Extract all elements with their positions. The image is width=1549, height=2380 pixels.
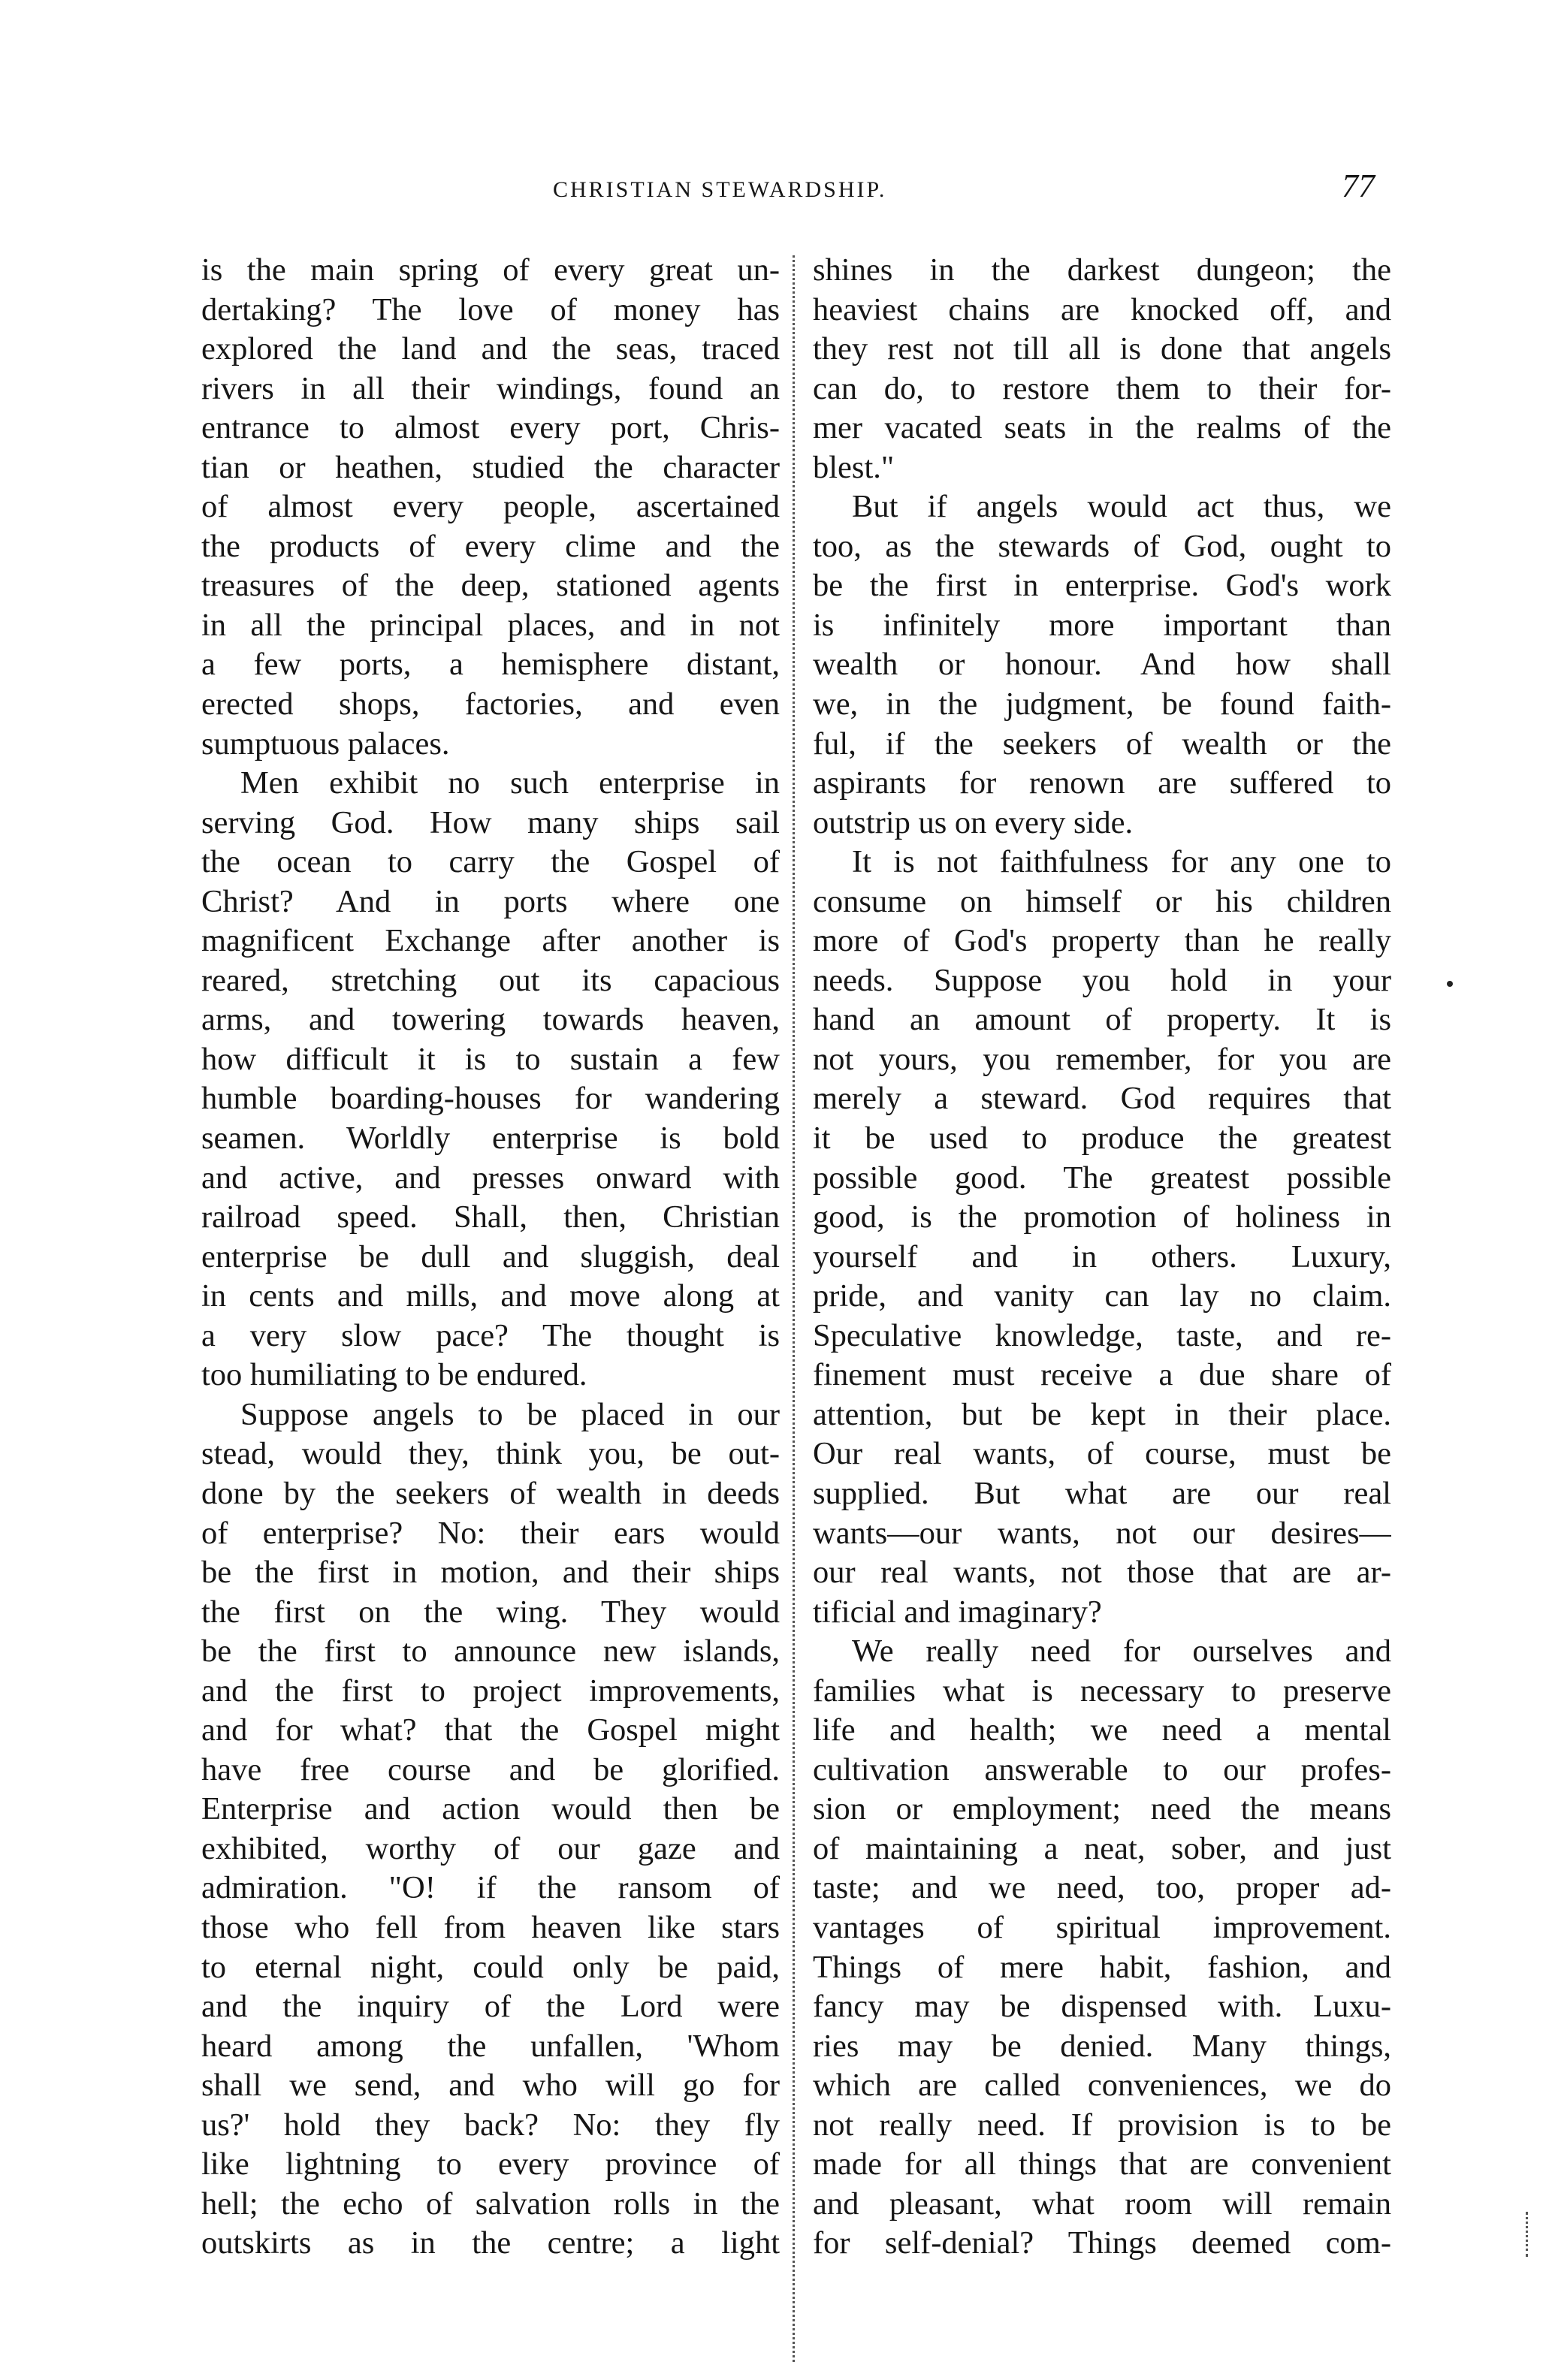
text-line: a very slow pace? The thought is (201, 1317, 780, 1353)
text-line: life and health; we need a mental (813, 1712, 1391, 1748)
text-line: But if angels would act thus, we (852, 489, 1391, 525)
text-line: made for all things that are convenient (813, 2146, 1391, 2182)
text-line: of almost every people, ascertained (201, 489, 780, 525)
text-line: the first on the wing. They would (201, 1594, 780, 1630)
text-line: the products of every clime and the (201, 528, 780, 564)
running-title: CHRISTIAN STEWARDSHIP. (553, 177, 887, 202)
text-line: yourself and in others. Luxury, (813, 1238, 1391, 1274)
text-line: Suppose angels to be placed in our (240, 1396, 780, 1432)
text-line: exhibited, worthy of our gaze and (201, 1830, 780, 1866)
text-line: families what is necessary to preserve (813, 1673, 1391, 1709)
text-line: for self-denial? Things deemed com- (813, 2225, 1391, 2261)
page-number: 77 (1342, 167, 1375, 204)
text-line: fancy may be dispensed with. Luxu- (813, 1989, 1391, 2025)
text-line: and pleasant, what room will remain (813, 2185, 1391, 2222)
text-line: supplied. But what are our real (813, 1475, 1391, 1511)
text-line: be the first in motion, and their ships (201, 1555, 780, 1591)
text-line: shines in the darkest dungeon; the (813, 252, 1391, 288)
text-line: Speculative knowledge, taste, and re- (813, 1317, 1391, 1353)
text-line: done by the seekers of wealth in deeds (201, 1475, 780, 1511)
text-line: attention, but be kept in their place. (813, 1396, 1391, 1432)
text-line: wealth or honour. And how shall (813, 647, 1391, 683)
text-line: consume on himself or his children (813, 883, 1391, 919)
text-line: be the first in enterprise. God's work (813, 568, 1391, 604)
text-line: explored the land and the seas, traced (201, 331, 780, 367)
text-line: sumptuous palaces. (201, 725, 450, 762)
text-line: needs. Suppose you hold in your (813, 962, 1391, 998)
right-text-column (813, 251, 1391, 2264)
text-line: like lightning to every province of (201, 2146, 780, 2182)
text-line: in all the principal places, and in not (201, 607, 780, 643)
text-line: not yours, you remember, for you are (813, 1041, 1391, 1077)
text-line: of maintaining a neat, sober, and just (813, 1830, 1391, 1866)
text-line: possible good. The greatest possible (813, 1160, 1391, 1196)
text-line: tian or heathen, studied the character (201, 449, 780, 485)
text-line: and for what? that the Gospel might (201, 1712, 780, 1748)
text-line: tificial and imaginary? (813, 1594, 1102, 1630)
text-line: seamen. Worldly enterprise is bold (201, 1121, 780, 1157)
text-line: of enterprise? No: their ears would (201, 1515, 780, 1551)
text-line: and the inquiry of the Lord were (201, 1989, 780, 2025)
text-line: vantages of spiritual improvement. (813, 1909, 1391, 1945)
text-line: cultivation answerable to our profes- (813, 1751, 1391, 1787)
text-line: merely a steward. God requires that (813, 1081, 1391, 1117)
text-line: they rest not till all is done that angels (813, 331, 1391, 367)
text-line: Men exhibit no such enterprise in (240, 765, 780, 801)
text-line: blest." (813, 449, 895, 485)
text-line: railroad speed. Shall, then, Christian (201, 1199, 780, 1235)
text-line: entrance to almost every port, Chris- (201, 410, 780, 446)
text-line: taste; and we need, too, proper ad- (813, 1870, 1391, 1906)
text-line: stead, would they, think you, be out- (201, 1436, 780, 1472)
text-line: Things of mere habit, fashion, and (813, 1949, 1391, 1985)
text-line: ful, if the seekers of wealth or the (813, 725, 1391, 762)
text-line: a few ports, a hemisphere distant, (201, 647, 780, 683)
text-line: and active, and presses onward with (201, 1160, 780, 1196)
text-line: dertaking? The love of money has (201, 291, 780, 327)
edge-mark (1526, 2212, 1528, 2257)
text-line: sion or employment; need the means (813, 1791, 1391, 1827)
text-line: treasures of the deep, stationed agents (201, 568, 780, 604)
text-line: Our real wants, of course, must be (813, 1436, 1391, 1472)
text-line: mer vacated seats in the realms of the (813, 410, 1391, 446)
text-line: ries may be denied. Many things, (813, 2028, 1391, 2064)
text-line: how difficult it is to sustain a few (201, 1041, 780, 1077)
text-line: aspirants for renown are suffered to (813, 765, 1391, 801)
text-line: more of God's property than he really (813, 923, 1391, 959)
text-line: outstrip us on every side. (813, 804, 1134, 840)
text-line: too humiliating to be endured. (201, 1357, 587, 1393)
text-line: is the main spring of every great un- (201, 252, 780, 288)
text-line: admiration. "O! if the ransom of (201, 1870, 780, 1906)
text-line: heaviest chains are knocked off, and (813, 291, 1391, 327)
text-line: shall we send, and who will go for (201, 2068, 780, 2104)
text-line: magnificent Exchange after another is (201, 923, 780, 959)
text-line: It is not faithfulness for any one to (852, 844, 1391, 880)
text-line: we, in the judgment, be found faith- (813, 686, 1391, 722)
text-line: erected shops, factories, and even (201, 686, 780, 722)
left-text-column (201, 251, 780, 2264)
running-head (0, 167, 1549, 212)
text-line: in cents and mills, and move along at (201, 1278, 780, 1314)
column-divider (793, 255, 795, 2362)
text-line: serving God. How many ships sail (201, 804, 780, 840)
text-line: hand an amount of property. It is (813, 1002, 1391, 1038)
margin-speck (1447, 981, 1453, 987)
text-line: wants—our wants, not our desires— (813, 1515, 1391, 1551)
text-line: the ocean to carry the Gospel of (201, 844, 780, 880)
text-line: outskirts as in the centre; a light (201, 2225, 780, 2261)
text-line: it be used to produce the greatest (813, 1121, 1391, 1157)
text-line: is infinitely more important than (813, 607, 1391, 643)
text-line: our real wants, not those that are ar- (813, 1555, 1391, 1591)
text-line: which are called conveniences, we do (813, 2068, 1391, 2104)
text-line: Enterprise and action would then be (201, 1791, 780, 1827)
text-line: can do, to restore them to their for- (813, 370, 1391, 406)
text-line: to eternal night, could only be paid, (201, 1949, 780, 1985)
text-line: us?' hold they back? No: they fly (201, 2107, 780, 2143)
text-line: heard among the unfallen, 'Whom (201, 2028, 780, 2064)
text-line: too, as the stewards of God, ought to (813, 528, 1391, 564)
text-line: not really need. If provision is to be (813, 2107, 1391, 2143)
text-line: finement must receive a due share of (813, 1357, 1391, 1393)
text-line: arms, and towering towards heaven, (201, 1002, 780, 1038)
text-line: Christ? And in ports where one (201, 883, 780, 919)
text-line: rivers in all their windings, found an (201, 370, 780, 406)
text-line: be the first to announce new islands, (201, 1633, 780, 1670)
text-line: and the first to project improvements, (201, 1673, 780, 1709)
text-line: have free course and be glorified. (201, 1751, 780, 1787)
text-line: hell; the echo of salvation rolls in the (201, 2185, 780, 2222)
text-line: those who fell from heaven like stars (201, 1909, 780, 1945)
text-line: good, is the promotion of holiness in (813, 1199, 1391, 1235)
text-line: humble boarding-houses for wandering (201, 1081, 780, 1117)
text-line: reared, stretching out its capacious (201, 962, 780, 998)
text-line: pride, and vanity can lay no claim. (813, 1278, 1391, 1314)
text-line: We really need for ourselves and (852, 1633, 1391, 1670)
text-line: enterprise be dull and sluggish, deal (201, 1238, 780, 1274)
